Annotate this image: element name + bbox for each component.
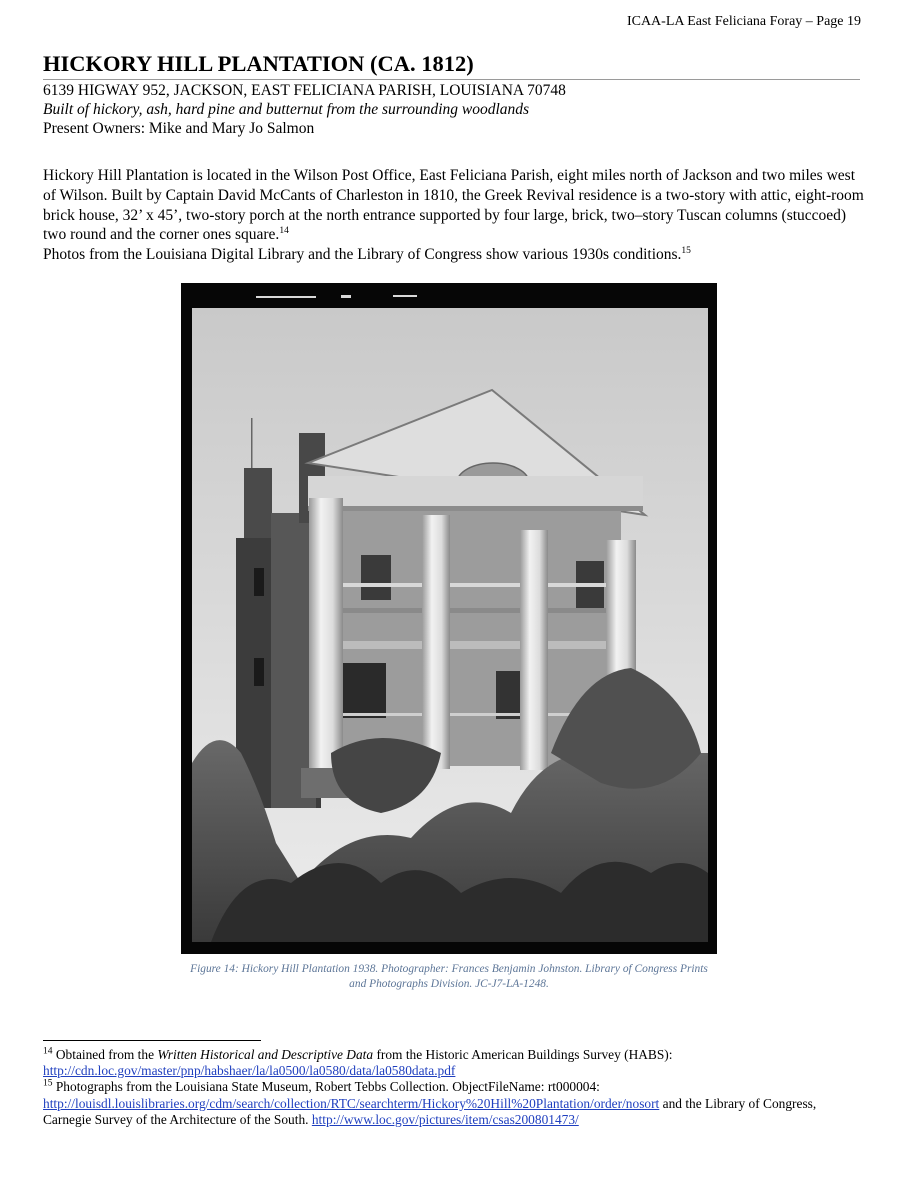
footnote-ref-15[interactable]: 15	[681, 246, 691, 257]
footnotes	[43, 1047, 865, 1128]
loc-link[interactable]: http://www.loc.gov/pictures/item/csas200801473/	[311, 1111, 579, 1127]
figure-caption: Figure 14: Hickory Hill Plantation 1938. Photographer: Frances Benjamin Johnston. Library of Congress Prints and Photographs Division. JC-J7-LA-1248.	[190, 963, 708, 990]
footnote-text: and the Library of Congress, Carnegie Survey of the Architecture of the South.	[43, 1095, 817, 1127]
photos-text: Photos from the Louisiana Digital Library and the Library of Congress show various 1930s conditions.	[43, 246, 682, 264]
footnote-number: 14	[43, 1046, 53, 1057]
footnote-text: Photographs from the Louisiana State Museum, Robert Tebbs Collection. ObjectFileName: rt000004:	[55, 1079, 600, 1095]
habs-link[interactable]: http://cdn.loc.gov/master/pnp/habshaer/la/la0500/la0580/data/la0580data.pdf	[43, 1063, 456, 1079]
footnote-number: 15	[43, 1078, 53, 1089]
footnote-text: Obtained from the	[55, 1047, 158, 1062]
footnote-divider	[43, 1040, 261, 1041]
footnote-italic-title: Written Historical and Descriptive Data	[157, 1047, 374, 1062]
property-info	[43, 81, 566, 138]
footnote-15	[43, 1079, 865, 1128]
owners: Present Owners: Mike and Mary Jo Salmon	[43, 120, 315, 137]
louisiana-digital-library-link[interactable]: http://louisdl.louislibraries.org/cdm/search/collection/RTC/searchterm/Hickory%20Hill%20Plantation/order/nosort	[43, 1095, 660, 1111]
materials-note: Built of hickory, ash, hard pine and butternut from the surrounding woodlands	[43, 101, 530, 118]
footnote-ref-14[interactable]: 14	[279, 226, 289, 237]
description-paragraph	[43, 166, 865, 265]
description-text: Hickory Hill Plantation is located in the Wilson Post Office, East Feliciana Parish, eight miles north of Jackson and two miles west of Wilson. Built by Captain David McCants of Charleston in 1810, the Greek Revival residence is a two-story with attic, eight-room brick house, 32’ x 45’, two-story porch at the north entrance supported by four large, brick, two–story Tuscan columns (stuccoed) two round and the corner ones square.	[43, 167, 864, 244]
plantation-photo	[181, 283, 717, 954]
house-photo-illustration	[181, 283, 717, 954]
footnote-14	[43, 1047, 865, 1079]
page-header: ICAA-LA East Feliciana Foray – Page 19	[626, 14, 861, 29]
footnote-text: from the Historic American Buildings Survey (HABS):	[373, 1047, 673, 1062]
page-title: HICKORY HILL PLANTATION (CA. 1812)	[43, 50, 860, 80]
address: 6139 HIGWAY 952, JACKSON, EAST FELICIANA PARISH, LOUISIANA 70748	[43, 82, 566, 99]
